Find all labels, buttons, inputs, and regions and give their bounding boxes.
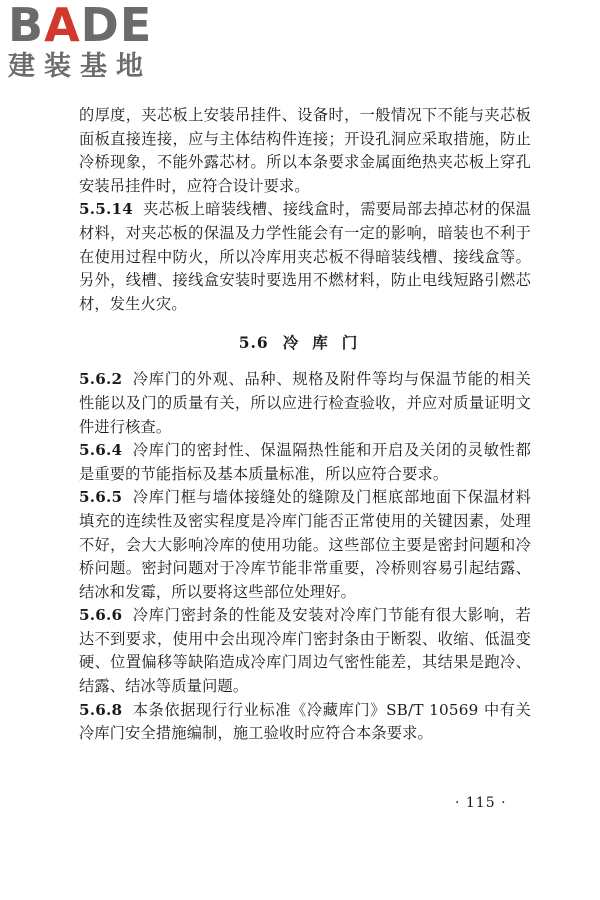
section-number: 5.6: [238, 333, 269, 353]
section-heading: [79, 332, 531, 354]
paragraph-intro-continuation: [79, 104, 531, 198]
clause-number: 5.5.14: [79, 200, 134, 219]
logo-wordmark: [8, 0, 178, 52]
page-number: · 115 ·: [455, 795, 507, 811]
paragraph-text: 的厚度，夹芯板上安装吊挂件、设备时，一般情况下不能与夹芯板面板直接连接，应与主体结构件连接；开设孔洞应采取措施，防止冷桥现象，不能外露芯材。所以本条要求金属面绝热夹芯板上穿孔安装吊挂件时，应符合设计要求。: [79, 106, 531, 195]
paragraph-5-6-4: [79, 439, 531, 486]
clause-number: 5.6.4: [79, 441, 123, 460]
paragraph-text: 冷库门密封条的性能及安装对冷库门节能有很大影响，若达不到要求，使用中会出现冷库门密封条由于断裂、收缩、低温变硬、位置偏移等缺陷造成冷库门周边气密性能差，其结果是跑冷、结露、结冰等质量问题。: [79, 606, 531, 696]
clause-number: 5.6.8: [79, 700, 123, 719]
paragraph-5-6-8: [79, 699, 531, 746]
logo-letter-a: A: [44, 0, 81, 52]
paragraph-5-6-5: [79, 486, 531, 604]
clause-number: 5.6.2: [79, 370, 123, 389]
paragraph-5-6-2: [79, 368, 531, 439]
logo-letters-de: DE: [80, 0, 153, 52]
paragraph-text: 冷库门的外观、品种、规格及附件等均与保温节能的相关性能以及门的质量有关，所以应进行检查验收，并应对质量证明文件进行核查。: [79, 370, 531, 436]
section-title: 冷库门: [282, 333, 372, 353]
brand-logo: [8, 2, 178, 90]
paragraph-text: 本条依据现行行业标准《冷藏库门》SB/T 10569 中有关冷库门安全措施编制，施工验收时应符合本条要求。: [79, 700, 531, 743]
logo-letter-b: B: [8, 0, 45, 52]
clause-number: 5.6.6: [79, 606, 123, 625]
paragraph-text: 冷库门框与墙体接缝处的缝隙及门框底部地面下保温材料填充的连续性及密实程度是冷库门能否正常使用的关键因素，处理不好，会大大影响冷库的使用功能。这些部位主要是密封问题和冷桥问题。密封问题对于冷库节能非常重要，冷桥则容易引起结露、结冰和发霉，所以要将这些部位处理好。: [79, 488, 531, 601]
paragraph-5-5-14: [79, 198, 531, 316]
logo-subtitle: 建装基地: [8, 51, 152, 82]
paragraph-text: 冷库门的密封性、保温隔热性能和开启及关闭的灵敏性都是重要的节能指标及基本质量标准，所以应符合要求。: [79, 441, 531, 483]
clause-number: 5.6.5: [79, 488, 123, 507]
paragraph-text: 夹芯板上暗装线槽、接线盒时，需要局部去掉芯材的保温材料，对夹芯板的保温及力学性能会有一定的影响，暗装也不利于在使用过程中防火，所以冷库用夹芯板不得暗装线槽、接线盒等。另外，线槽、接线盒安装时要选用不燃材料，防止电线短路引燃芯材，发生火灾。: [79, 200, 531, 313]
document-body: [79, 104, 531, 746]
paragraph-5-6-6: [79, 604, 531, 698]
